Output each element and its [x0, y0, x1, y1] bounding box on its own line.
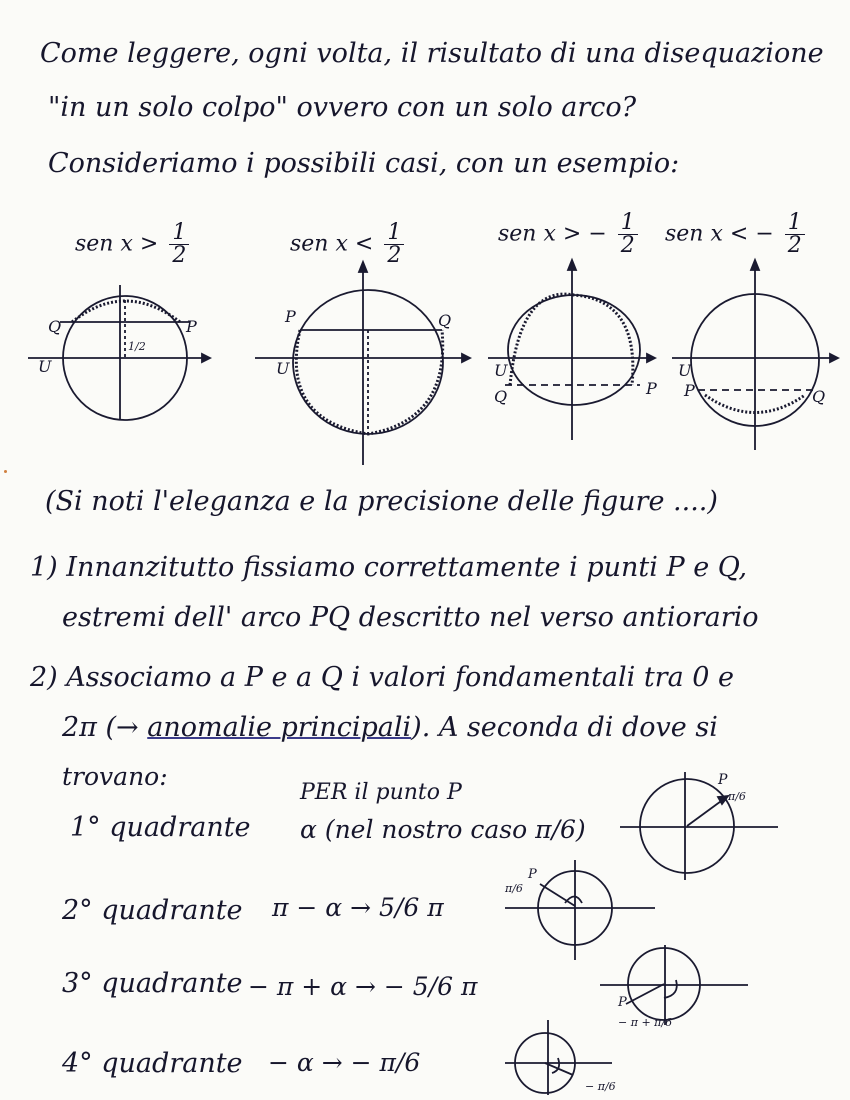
intro-line-1: Come leggere, ogni volta, il risultato di una disequazione	[40, 38, 824, 69]
fig2-label-P: P	[285, 307, 296, 326]
example-4-sign: −	[755, 221, 774, 247]
fig3-label-U: U	[494, 361, 508, 380]
example-3-lhs: sen x >	[498, 221, 582, 247]
quadrant-4-formula-text: − α →	[268, 1048, 343, 1077]
step2-line-2-pre: 2π (→	[62, 712, 148, 743]
quadrant-1-close-paren: )	[575, 815, 586, 844]
fig2-label-U: U	[276, 359, 290, 378]
example-1-den: 2	[172, 243, 187, 268]
quadrant-1-formula-text: α (nel nostro caso	[300, 815, 528, 844]
note-line: (Si noti l'eleganza e la precisione delle figure ....)	[45, 486, 718, 517]
step2-line-2	[62, 712, 718, 743]
quadrant-4-formula	[268, 1048, 420, 1077]
quad2-angle-label: π/6	[505, 882, 523, 895]
fig1-label-Q: Q	[48, 317, 62, 336]
example-2-lhs: sen x <	[290, 231, 374, 257]
example-4-lhs: sen x <	[665, 221, 749, 247]
example-4-num: 1	[785, 212, 805, 235]
fig3-label-Q: Q	[494, 387, 508, 406]
quadrant-2-value: 5/6 π	[379, 893, 444, 922]
quad4-angle-label: − π/6	[585, 1080, 616, 1093]
step2-anomalie-principali: anomalie principali	[147, 712, 412, 743]
fig1-label-half: 1/2	[128, 340, 146, 353]
step1-line-1: 1) Innanzitutto fissiamo correttamente i punti P e Q,	[30, 552, 748, 583]
quadrant-3-label: 3° quadrante	[62, 968, 243, 999]
example-2-den: 2	[387, 243, 402, 268]
fig3-label-P: P	[646, 379, 657, 398]
example-3-num: 1	[618, 212, 638, 235]
step2-line-3: trovano:	[62, 762, 168, 791]
quad1-angle-label: π/6	[728, 790, 746, 803]
quadrant-2-formula	[272, 893, 444, 922]
circle-figure-1	[28, 285, 210, 420]
quad3-angle-label: − π + π/6	[618, 1016, 673, 1029]
quadrant-3-value: − 5/6 π	[383, 972, 478, 1001]
example-1-num: 1	[169, 222, 189, 245]
quadrant-4-label: 4° quadrante	[62, 1048, 243, 1079]
step2-line-2-post: ). A seconda di dove si	[411, 712, 718, 743]
circle-figure-3	[488, 260, 655, 440]
quadrant-figure-3	[600, 945, 748, 1025]
quadrant-3-formula	[248, 972, 477, 1001]
quad3-point-label: P	[618, 995, 627, 1010]
quadrant-4-value: − π/6	[350, 1048, 421, 1077]
quad2-point-label: P	[528, 867, 537, 882]
fig4-label-U: U	[678, 361, 692, 380]
quad1-point-label: P	[718, 772, 728, 788]
example-1-lhs: sen x >	[75, 231, 159, 257]
step1-line-2: estremi dell' arco PQ descritto nel verso antiorario	[62, 602, 759, 633]
paper-speck	[4, 470, 7, 473]
point-header: PER il punto P	[300, 780, 462, 805]
quadrant-1-value: π/6	[535, 815, 576, 844]
quadrant-figure-1	[620, 772, 778, 880]
fig1-label-P: P	[186, 317, 197, 336]
fig1-label-U: U	[38, 357, 52, 376]
circle-figure-4	[672, 260, 838, 450]
fig4-label-P: P	[684, 381, 695, 400]
quadrant-2-formula-text: π − α →	[272, 893, 372, 922]
example-2-num: 1	[384, 222, 404, 245]
intro-line-3: Consideriamo i possibili casi, con un esempio:	[48, 148, 680, 179]
example-3-sign: −	[588, 221, 607, 247]
intro-line-2: "in un solo colpo" ovvero con un solo arco?	[48, 92, 637, 123]
quadrant-1-formula	[300, 815, 586, 844]
fig4-label-Q: Q	[812, 387, 826, 406]
quadrant-2-label: 2° quadrante	[62, 895, 243, 926]
quadrant-1-label: 1° quadrante	[70, 812, 251, 843]
step2-line-1: 2) Associamo a P e a Q i valori fondamentali tra 0 e	[30, 662, 734, 693]
example-4-den: 2	[787, 233, 802, 258]
fig2-label-Q: Q	[438, 311, 452, 330]
quadrant-3-formula-text: − π + α →	[248, 972, 376, 1001]
example-3-den: 2	[620, 233, 635, 258]
